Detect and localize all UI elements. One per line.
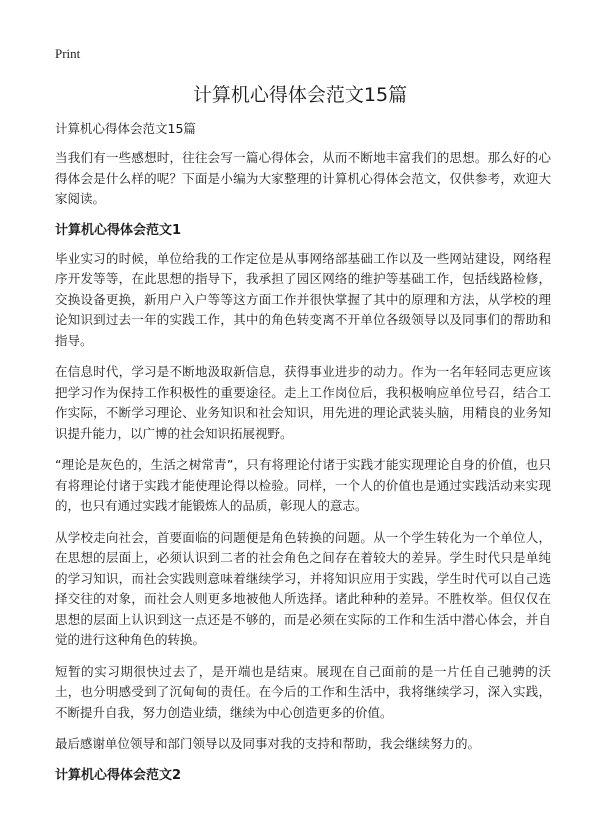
paragraph: 毕业实习的时候，单位给我的工作定位是从事网络部基础工作以及一些网站建设，网络程序开发等等，在此思想的指导下，我承担了园区网络的维护等基础工作，包括线路检修，交换设备更换，新用户入户等等这方面工作并很快掌握了其中的原理和方法，从学校的理论知识到过去一年的实践工作，其中的角色转变离不开单位各级领导以及同事们的帮助和指导。 (55, 250, 551, 348)
page-title: 计算机心得体会范文15篇 (192, 84, 408, 106)
document-subtitle: 计算机心得体会范文15篇 (55, 121, 196, 136)
paragraph: 在信息时代，学习是不断地汲取新信息，获得事业进步的动力。作为一名年轻同志更应该把学习作为保持工作积极性的重要途径。走上工作岗位后，我积极响应单位号召，结合工作实际，不断学习理论、业务知识和社会知识，用先进的理论武装头脑，用精良的业务知识提升能力，以广博的社会知识拓展视野。 (55, 364, 551, 441)
print-link[interactable]: Print (55, 46, 81, 61)
section-heading: 计算机心得体会范文2 (55, 767, 182, 783)
paragraph: 最后感谢单位领导和部门领导以及同事对我的支持和帮助，我会继续努力的。 (55, 736, 481, 751)
section-heading: 计算机心得体会范文1 (55, 222, 182, 238)
paragraph: 从学校走向社会，首要面临的问题便是角色转换的问题。从一个学生转化为一个单位人，在思想的层面上，必须认识到二者的社会角色之间存在着较大的差异。学生时代只是单纯的学习知识，而社会实践则意味着继续学习，并将知识应用于实践，学生时代可以自己选择交往的对象，而社会人则更多地被他人所选择。诸此种种的差异。不胜枚举。但仅仅在思想的层面上认识到这一点还是不够的，而是必须在实际的工作和生活中潜心体会，并自觉的进行这种角色的转换。 (55, 529, 551, 647)
article-body (55, 148, 551, 794)
paragraph: “理论是灰色的，生活之树常青”，只有将理论付诸于实践才能实现理论自身的价值，也只有将理论付诸于实践才能使理论得以检验。同样，一个人的价值也是通过实践活动来实现的，也只有通过实践才能锻炼人的品质，彰现人的意志。 (55, 457, 551, 513)
intro-paragraph: 当我们有一些感想时，往往会写一篇心得体会，从而不断地丰富我们的思想。那么好的心得体会是什么样的呢？下面是小编为大家整理的计算机心得体会范文，仅供参考，欢迎大家阅读。 (55, 150, 551, 206)
paragraph: 短暂的实习期很快过去了，是开端也是结束。展现在自己面前的是一片任自己驰骋的沃土，也分明感受到了沉甸甸的责任。在今后的工作和生活中，我将继续学习，深入实践，不断提升自我，努力创造业绩，继续为中心创造更多的价值。 (55, 663, 551, 720)
